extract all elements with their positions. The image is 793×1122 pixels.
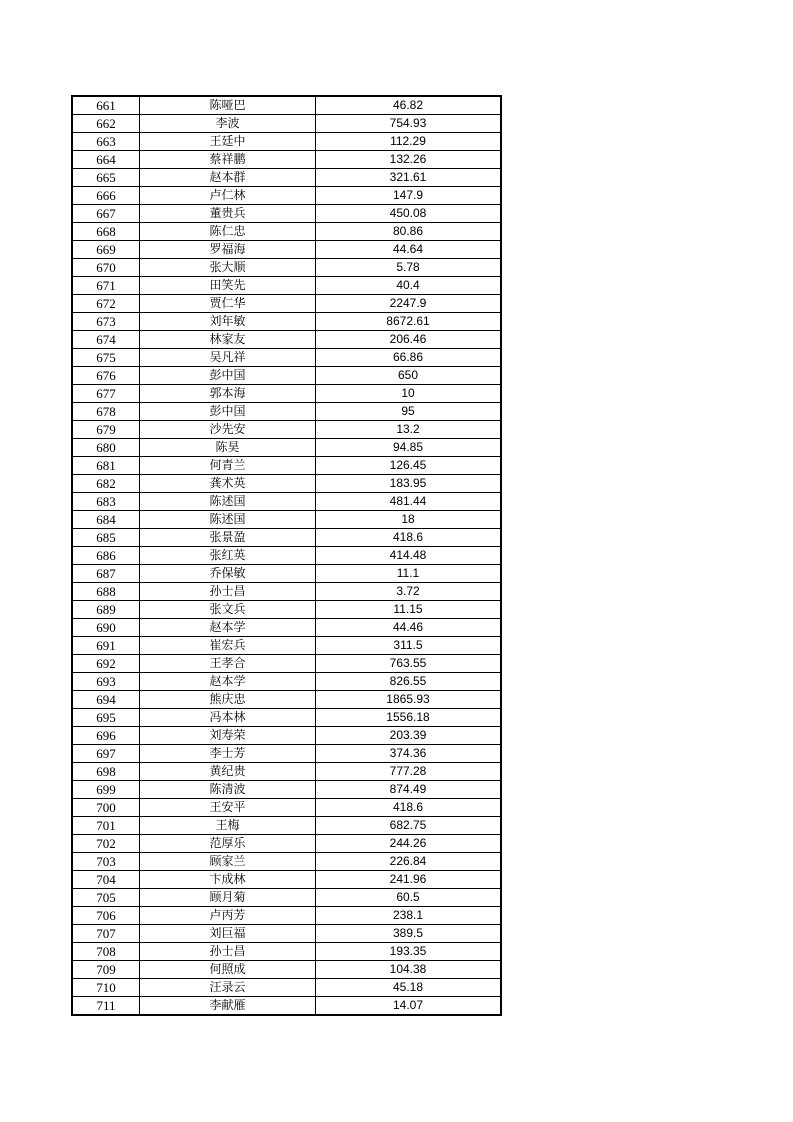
table-row	[72, 799, 501, 817]
row-number-cell: 663	[72, 133, 140, 151]
amount-cell: 650	[316, 367, 502, 385]
amount-cell: 226.84	[316, 853, 502, 871]
name-cell: 刘巨福	[140, 925, 316, 943]
amount-cell: 874.49	[316, 781, 502, 799]
amount-cell: 481.44	[316, 493, 502, 511]
name-cell: 王廷中	[140, 133, 316, 151]
table-row	[72, 421, 501, 439]
row-number-cell: 682	[72, 475, 140, 493]
table-row	[72, 457, 501, 475]
row-number-cell: 661	[72, 96, 140, 115]
table-row	[72, 979, 501, 997]
row-number-cell: 686	[72, 547, 140, 565]
row-number-cell: 702	[72, 835, 140, 853]
name-cell: 孙士昌	[140, 583, 316, 601]
table-row	[72, 961, 501, 979]
table-row	[72, 817, 501, 835]
amount-cell: 147.9	[316, 187, 502, 205]
name-cell: 贾仁华	[140, 295, 316, 313]
row-number-cell: 690	[72, 619, 140, 637]
name-cell: 李士芳	[140, 745, 316, 763]
amount-cell: 80.86	[316, 223, 502, 241]
amount-cell: 5.78	[316, 259, 502, 277]
name-cell: 彭中国	[140, 367, 316, 385]
row-number-cell: 710	[72, 979, 140, 997]
table-row	[72, 565, 501, 583]
amount-cell: 44.64	[316, 241, 502, 259]
amount-cell: 132.26	[316, 151, 502, 169]
table-row	[72, 529, 501, 547]
amount-cell: 1865.93	[316, 691, 502, 709]
row-number-cell: 669	[72, 241, 140, 259]
row-number-cell: 680	[72, 439, 140, 457]
row-number-cell: 699	[72, 781, 140, 799]
amount-cell: 418.6	[316, 799, 502, 817]
row-number-cell: 709	[72, 961, 140, 979]
name-cell: 顾家兰	[140, 853, 316, 871]
name-cell: 张红英	[140, 547, 316, 565]
name-cell: 林家友	[140, 331, 316, 349]
table-row	[72, 403, 501, 421]
row-number-cell: 711	[72, 997, 140, 1016]
amount-cell: 126.45	[316, 457, 502, 475]
amount-cell: 777.28	[316, 763, 502, 781]
table-row	[72, 889, 501, 907]
amount-cell: 60.5	[316, 889, 502, 907]
row-number-cell: 674	[72, 331, 140, 349]
name-cell: 孙士昌	[140, 943, 316, 961]
amount-cell: 321.61	[316, 169, 502, 187]
table-row	[72, 439, 501, 457]
table-row	[72, 943, 501, 961]
name-cell: 赵本学	[140, 619, 316, 637]
name-cell: 冯本林	[140, 709, 316, 727]
row-number-cell: 664	[72, 151, 140, 169]
name-cell: 陈述国	[140, 493, 316, 511]
name-cell: 董贵兵	[140, 205, 316, 223]
row-number-cell: 688	[72, 583, 140, 601]
row-number-cell: 676	[72, 367, 140, 385]
row-number-cell: 695	[72, 709, 140, 727]
table-row	[72, 925, 501, 943]
amount-cell: 2247.9	[316, 295, 502, 313]
amount-cell: 104.38	[316, 961, 502, 979]
row-number-cell: 708	[72, 943, 140, 961]
name-cell: 何青兰	[140, 457, 316, 475]
name-cell: 刘寿荣	[140, 727, 316, 745]
amount-cell: 183.95	[316, 475, 502, 493]
amount-cell: 11.1	[316, 565, 502, 583]
name-cell: 田笑先	[140, 277, 316, 295]
name-cell: 张文兵	[140, 601, 316, 619]
name-cell: 李波	[140, 115, 316, 133]
table-row	[72, 169, 501, 187]
table-row	[72, 205, 501, 223]
name-cell: 张景盈	[140, 529, 316, 547]
row-number-cell: 707	[72, 925, 140, 943]
table-row	[72, 96, 501, 115]
amount-cell: 826.55	[316, 673, 502, 691]
name-cell: 熊庆忠	[140, 691, 316, 709]
table-row	[72, 601, 501, 619]
table-row	[72, 151, 501, 169]
amount-cell: 13.2	[316, 421, 502, 439]
table-row	[72, 367, 501, 385]
name-cell: 李献雁	[140, 997, 316, 1016]
amount-cell: 95	[316, 403, 502, 421]
row-number-cell: 697	[72, 745, 140, 763]
name-cell: 王梅	[140, 817, 316, 835]
table-row	[72, 331, 501, 349]
amount-cell: 1556.18	[316, 709, 502, 727]
table-row	[72, 781, 501, 799]
amount-cell: 94.85	[316, 439, 502, 457]
row-number-cell: 677	[72, 385, 140, 403]
data-table	[71, 95, 502, 1016]
name-cell: 赵本群	[140, 169, 316, 187]
row-number-cell: 685	[72, 529, 140, 547]
name-cell: 龚术英	[140, 475, 316, 493]
row-number-cell: 687	[72, 565, 140, 583]
row-number-cell: 700	[72, 799, 140, 817]
name-cell: 蔡祥鹏	[140, 151, 316, 169]
table-row	[72, 259, 501, 277]
name-cell: 罗福海	[140, 241, 316, 259]
table-row	[72, 673, 501, 691]
amount-cell: 244.26	[316, 835, 502, 853]
table-row	[72, 223, 501, 241]
row-number-cell: 694	[72, 691, 140, 709]
name-cell: 范厚乐	[140, 835, 316, 853]
row-number-cell: 698	[72, 763, 140, 781]
amount-cell: 682.75	[316, 817, 502, 835]
name-cell: 卢仁林	[140, 187, 316, 205]
name-cell: 张大顺	[140, 259, 316, 277]
table-row	[72, 835, 501, 853]
name-cell: 赵本学	[140, 673, 316, 691]
table-row	[72, 187, 501, 205]
name-cell: 乔保敏	[140, 565, 316, 583]
amount-cell: 3.72	[316, 583, 502, 601]
table-row	[72, 313, 501, 331]
name-cell: 卞成林	[140, 871, 316, 889]
row-number-cell: 692	[72, 655, 140, 673]
amount-cell: 241.96	[316, 871, 502, 889]
row-number-cell: 671	[72, 277, 140, 295]
table-row	[72, 709, 501, 727]
name-cell: 顾月菊	[140, 889, 316, 907]
amount-cell: 238.1	[316, 907, 502, 925]
name-cell: 王孝合	[140, 655, 316, 673]
row-number-cell: 691	[72, 637, 140, 655]
row-number-cell: 673	[72, 313, 140, 331]
amount-cell: 311.5	[316, 637, 502, 655]
table-row	[72, 115, 501, 133]
name-cell: 陈昊	[140, 439, 316, 457]
row-number-cell: 665	[72, 169, 140, 187]
row-number-cell: 704	[72, 871, 140, 889]
name-cell: 陈清波	[140, 781, 316, 799]
amount-cell: 754.93	[316, 115, 502, 133]
row-number-cell: 670	[72, 259, 140, 277]
amount-cell: 45.18	[316, 979, 502, 997]
amount-cell: 40.4	[316, 277, 502, 295]
table-row	[72, 745, 501, 763]
amount-cell: 763.55	[316, 655, 502, 673]
amount-cell: 112.29	[316, 133, 502, 151]
row-number-cell: 667	[72, 205, 140, 223]
table-row	[72, 655, 501, 673]
row-number-cell: 703	[72, 853, 140, 871]
amount-cell: 10	[316, 385, 502, 403]
name-cell: 彭中国	[140, 403, 316, 421]
name-cell: 陈述国	[140, 511, 316, 529]
amount-cell: 389.5	[316, 925, 502, 943]
table-row	[72, 907, 501, 925]
amount-cell: 66.86	[316, 349, 502, 367]
table-row	[72, 583, 501, 601]
table-row	[72, 871, 501, 889]
table-row	[72, 475, 501, 493]
amount-cell: 203.39	[316, 727, 502, 745]
name-cell: 吴凡祥	[140, 349, 316, 367]
row-number-cell: 662	[72, 115, 140, 133]
name-cell: 黄纪贵	[140, 763, 316, 781]
amount-cell: 193.35	[316, 943, 502, 961]
name-cell: 刘年敏	[140, 313, 316, 331]
name-cell: 卢丙芳	[140, 907, 316, 925]
name-cell: 陈仁忠	[140, 223, 316, 241]
table-row	[72, 493, 501, 511]
row-number-cell: 684	[72, 511, 140, 529]
row-number-cell: 696	[72, 727, 140, 745]
amount-cell: 11.15	[316, 601, 502, 619]
table-row	[72, 241, 501, 259]
row-number-cell: 706	[72, 907, 140, 925]
row-number-cell: 668	[72, 223, 140, 241]
row-number-cell: 678	[72, 403, 140, 421]
table-row	[72, 277, 501, 295]
amount-cell: 8672.61	[316, 313, 502, 331]
table-row	[72, 691, 501, 709]
table-row	[72, 385, 501, 403]
name-cell: 何照成	[140, 961, 316, 979]
row-number-cell: 679	[72, 421, 140, 439]
table-row	[72, 511, 501, 529]
name-cell: 汪录云	[140, 979, 316, 997]
amount-cell: 450.08	[316, 205, 502, 223]
table-row	[72, 997, 501, 1016]
row-number-cell: 666	[72, 187, 140, 205]
amount-cell: 14.07	[316, 997, 502, 1016]
name-cell: 沙先安	[140, 421, 316, 439]
name-cell: 陈哑巴	[140, 96, 316, 115]
row-number-cell: 683	[72, 493, 140, 511]
table-row	[72, 349, 501, 367]
amount-cell: 418.6	[316, 529, 502, 547]
table-row	[72, 853, 501, 871]
table-row	[72, 133, 501, 151]
amount-cell: 18	[316, 511, 502, 529]
row-number-cell: 689	[72, 601, 140, 619]
row-number-cell: 672	[72, 295, 140, 313]
amount-cell: 46.82	[316, 96, 502, 115]
row-number-cell: 675	[72, 349, 140, 367]
row-number-cell: 693	[72, 673, 140, 691]
name-cell: 崔宏兵	[140, 637, 316, 655]
table-row	[72, 295, 501, 313]
table-row	[72, 619, 501, 637]
table-body	[72, 96, 501, 1015]
amount-cell: 414.48	[316, 547, 502, 565]
table-row	[72, 547, 501, 565]
table-row	[72, 763, 501, 781]
row-number-cell: 705	[72, 889, 140, 907]
amount-cell: 374.36	[316, 745, 502, 763]
name-cell: 郭本海	[140, 385, 316, 403]
row-number-cell: 681	[72, 457, 140, 475]
table-row	[72, 637, 501, 655]
table-row	[72, 727, 501, 745]
name-cell: 王安平	[140, 799, 316, 817]
amount-cell: 206.46	[316, 331, 502, 349]
row-number-cell: 701	[72, 817, 140, 835]
amount-cell: 44.46	[316, 619, 502, 637]
